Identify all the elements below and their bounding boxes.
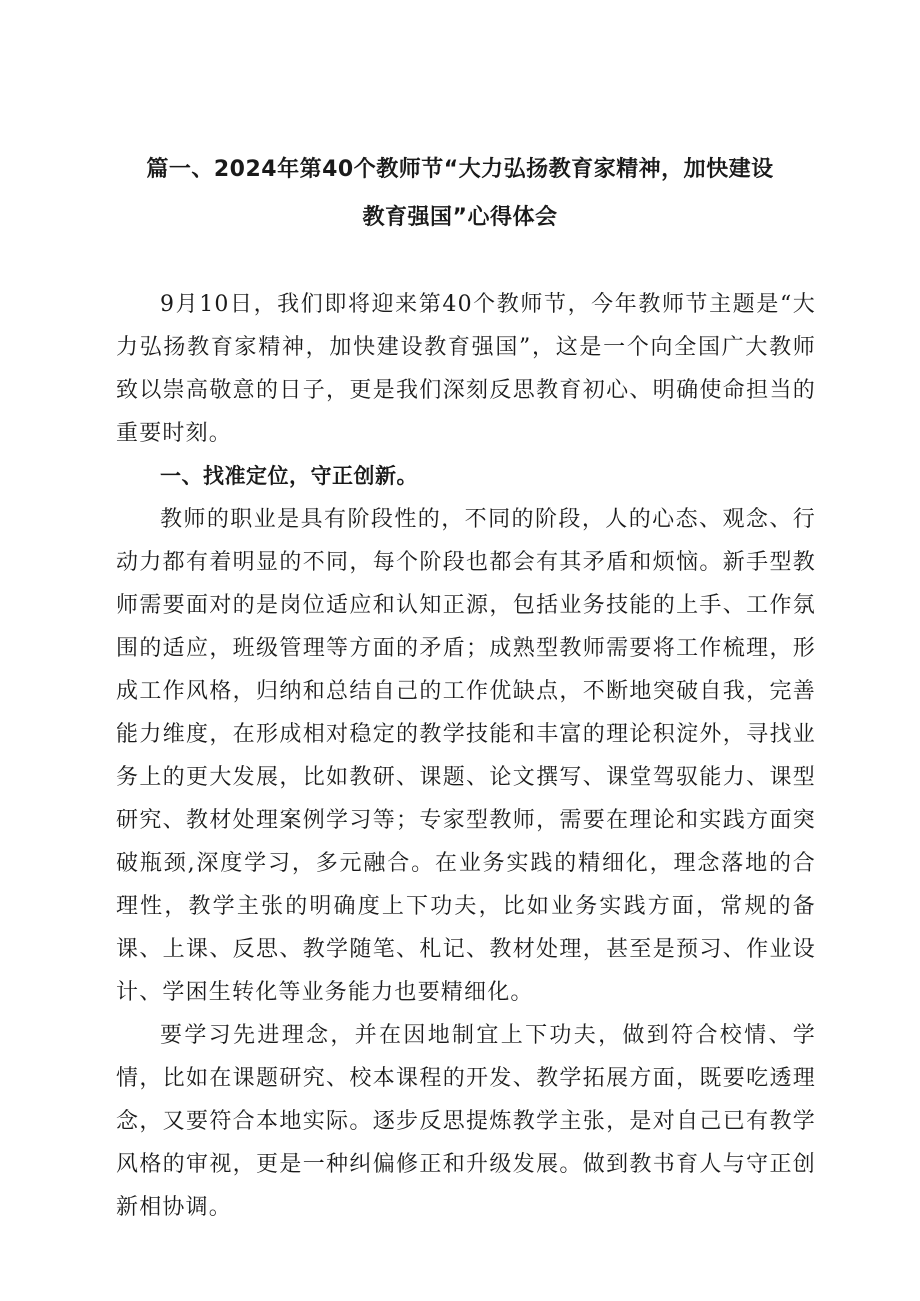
- paragraph-intro: 9月10日，我们即将迎来第40个教师节，今年教师节主题是“大力弘扬教育家精神，加快建设教育强国”，这是一个向全国广大教师致以崇高敬意的日子，更是我们深刻反思教育初心、明确使命担当的重要时刻。: [116, 292, 816, 446]
- paragraph-teacher-stages: 教师的职业是具有阶段性的，不同的阶段，人的心态、观念、行动力都有着明显的不同，每个阶段也都会有其矛盾和烦恼。新手型教师需要面对的是岗位适应和认知正源，包括业务技能的上手、工作氛围的适应，班级管理等方面的矛盾；成熟型教师需要将工作梳理，形成工作风格，归纳和总结自己的工作优缺点，不断地突破自我，完善能力维度，在形成相对稳定的教学技能和丰富的理论积淀外，寻找业务上的更大发展，比如教研、课题、论文撰写、课堂驾驭能力、课型研究、教材处理案例学习等；专家型教师，需要在理论和实践方面突破瓶颈,深度学习，多元融合。在业务实践的精细化，理念落地的合理性，教学主张的明确度上下功夫，比如业务实践方面，常规的备课、上课、反思、教学随笔、札记、教材处理，甚至是预习、作业设计、学困生转化等业务能力也要精细化。: [116, 507, 816, 1005]
- section-heading-1: 一、找准定位，守正创新。: [160, 464, 418, 488]
- paragraph-advanced-concepts: 要学习先进理念，并在因地制宜上下功夫，做到符合校情、学情，比如在课题研究、校本课程的开发、教学拓展方面，既要吃透理念，又要符合本地实际。逐步反思提炼教学主张，是对自己已有教学风格的审视，更是一种纠偏修正和升级发展。做到教书育人与守正创新相协调。: [116, 1023, 816, 1220]
- document-title-line-1: 篇一、2024年第40个教师节“大力弘扬教育家精神，加快建设: [146, 157, 774, 182]
- document-title-line-2: 教育强国”心得体会: [362, 205, 558, 230]
